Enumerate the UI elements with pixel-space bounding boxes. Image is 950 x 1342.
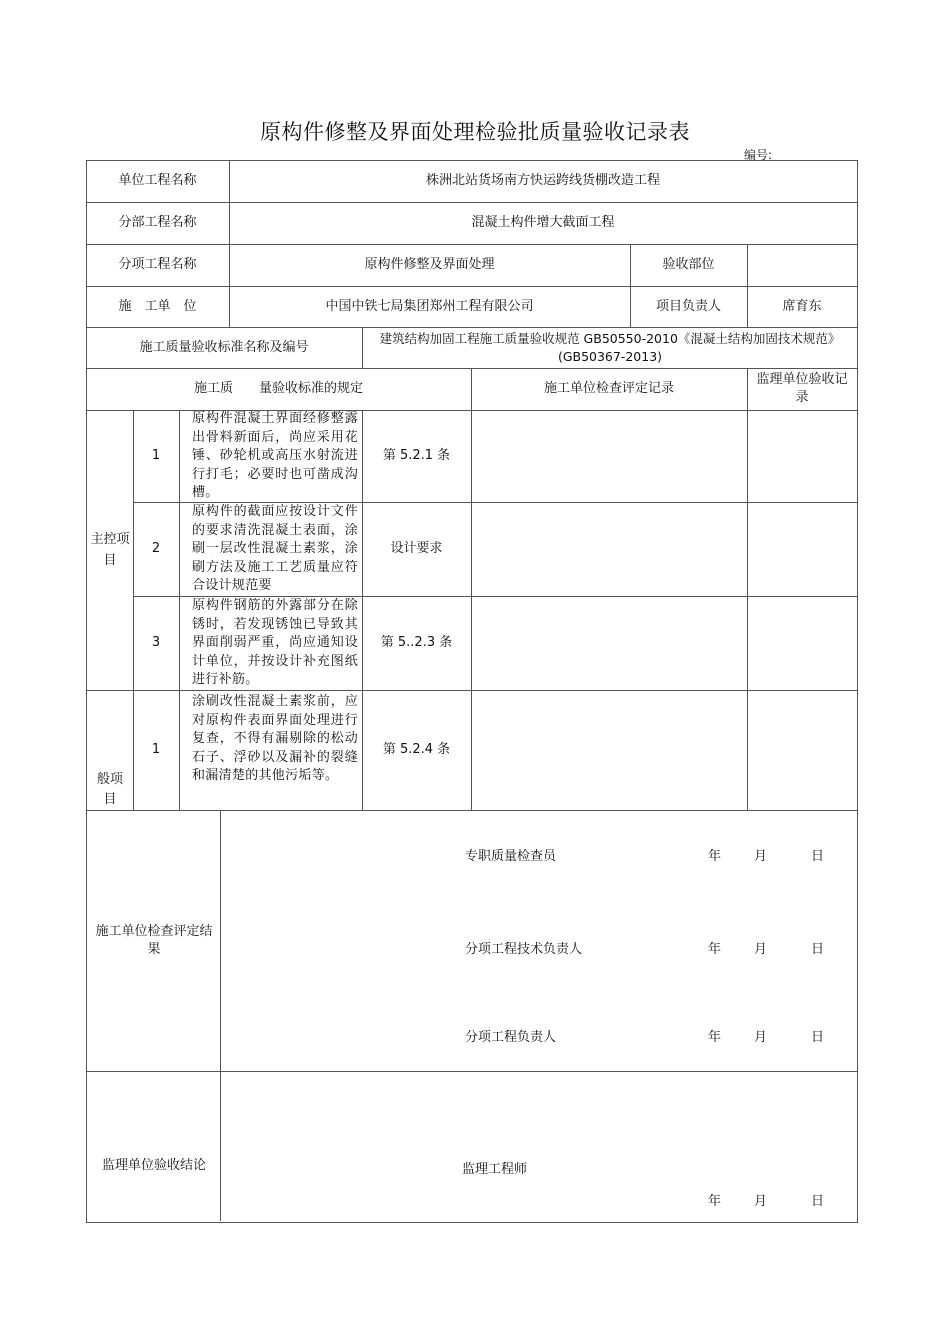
unit-project-label: 单位工程名称 xyxy=(118,173,197,188)
date-year: 年 xyxy=(708,1194,722,1209)
construction-unit-label: 施 工单 位 xyxy=(118,298,197,314)
acceptance-part-label: 验收部位 xyxy=(662,257,715,272)
main-control-item-content: 原构件混凝土界面经修整露出骨料新面后，尚应采用花锤、砂轮机或高压水射流进行打毛；必要时也可凿成沟槽。 xyxy=(192,411,358,501)
general-item-content: 涂刷改性混凝土素浆前，应对原构件表面界面处理进行复查，不得有漏剔除的松动石子、浮砂以及漏补的裂缝和漏清楚的其他污垢等。 xyxy=(192,694,358,784)
item-project-label: 分项工程名称 xyxy=(118,257,197,272)
supervising-engineer-label: 监理工程师 xyxy=(462,1162,528,1177)
item-leader-label: 分项工程负责人 xyxy=(465,1030,557,1045)
general-item-clause: 第 5.2.4 条 xyxy=(382,742,451,757)
technical-leader-label: 分项工程技术负责人 xyxy=(465,942,583,957)
construction-result-label: 施工单位检查评定结果 xyxy=(95,923,213,957)
standard-label: 施工质量验收标准名称及编号 xyxy=(139,339,309,355)
supervision-record-header: 监理单位验收记录 xyxy=(756,372,848,405)
check-record-header: 施工单位检查评定记录 xyxy=(543,381,674,396)
acceptance-part-value xyxy=(747,244,857,286)
supervision-result-label: 监理单位验收结论 xyxy=(101,1158,206,1173)
date-year: 年 xyxy=(708,849,722,864)
construction-unit-value: 中国中铁七局集团郑州工程有限公司 xyxy=(325,298,534,314)
division-project-value: 混凝土构件增大截面工程 xyxy=(471,215,615,230)
item-project-value: 原构件修整及界面处理 xyxy=(364,257,495,272)
date-month: 月 xyxy=(754,1194,768,1209)
standard-value: 建筑结构加固工程施工质量验收规范 GB50550-2010《混凝土结构加固技术规范》(GB50367-2013) xyxy=(379,330,841,364)
date-day: 日 xyxy=(811,942,825,957)
main-control-item-no: 1 xyxy=(151,448,161,463)
page-title: 原构件修整及界面处理检验批质量验收记录表 xyxy=(260,120,690,144)
main-control-item-no: 2 xyxy=(151,541,161,556)
project-leader-value: 席育东 xyxy=(782,298,822,314)
main-control-item-content: 原构件钢筋的外露部分在除锈时，若发现锈蚀已导致其界面削弱严重，尚应通知设计单位，并按设计补充图纸进行补筋。 xyxy=(192,598,358,688)
project-leader-label: 项目负责人 xyxy=(655,298,721,314)
date-month: 月 xyxy=(754,1030,768,1045)
main-control-item-clause: 第 5..2.3 条 xyxy=(380,635,453,650)
main-control-label: 主控项目 xyxy=(90,532,130,568)
date-month: 月 xyxy=(754,849,768,864)
unit-project-value: 株洲北站货场南方快运跨线货棚改造工程 xyxy=(425,173,660,188)
main-control-item-no: 3 xyxy=(151,635,161,650)
quality-inspector-label: 专职质量检查员 xyxy=(465,849,557,864)
date-day: 日 xyxy=(811,849,825,864)
main-control-item-clause: 第 5.2.1 条 xyxy=(382,448,451,463)
general-item-no: 1 xyxy=(151,742,161,757)
division-project-label: 分部工程名称 xyxy=(118,215,197,230)
main-control-item-content: 原构件的截面应按设计文件的要求清洗混凝土表面，涂刷一层改性混凝土素浆，涂刷方法及施工工艺质量应符合设计规范要 xyxy=(192,504,358,594)
general-items-label: 般项目 xyxy=(96,772,123,807)
date-day: 日 xyxy=(811,1030,825,1045)
date-day: 日 xyxy=(811,1194,825,1209)
main-control-item-clause: 设计要求 xyxy=(390,541,443,556)
record-number-label: 编号: xyxy=(744,148,773,162)
date-year: 年 xyxy=(708,1030,722,1045)
date-month: 月 xyxy=(754,942,768,957)
date-year: 年 xyxy=(708,942,722,957)
spec-header: 施工质 量验收标准的规定 xyxy=(193,381,363,396)
